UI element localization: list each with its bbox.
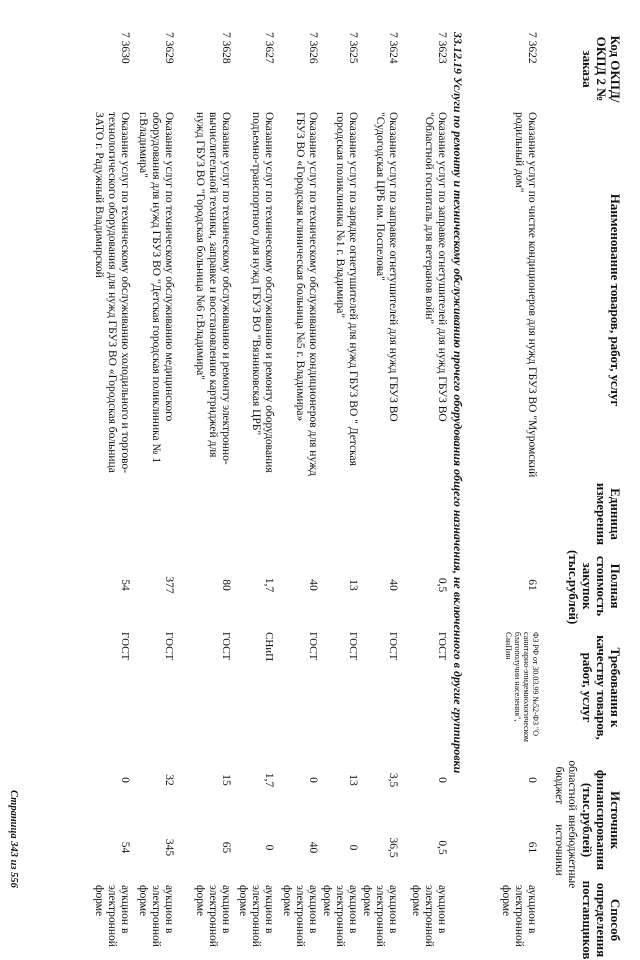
row-method: аукцион в электронной форме	[410, 885, 448, 947]
row-method: аукцион в электронной форме	[361, 885, 399, 947]
row-regional: 15	[220, 774, 232, 786]
row-extra: 54	[119, 841, 131, 854]
row-method: аукцион в электронной форме	[281, 885, 319, 947]
row-regional: 3,5	[387, 772, 399, 788]
row-requirements: ГОСТ	[347, 632, 359, 661]
header-method: Способ определения поставщиков	[580, 880, 623, 960]
row-extra: 0	[263, 844, 275, 851]
row-method: аукцион в электронной форме	[321, 885, 359, 947]
row-name: Оказание услуг по заправке огнетушителей для нужд ГБУЗ ВО "Судогодская ЦРБ им. Поспелова"	[374, 112, 399, 422]
header-requirements: Требования к качеству товаров, работ, услуг	[580, 635, 623, 740]
row-code: 7 3630	[119, 32, 131, 64]
row-regional: 0	[436, 777, 448, 783]
row-regional: 32	[163, 774, 175, 786]
row-method: аукцион в электронной форме	[500, 885, 538, 947]
row-extra: 0,5	[436, 840, 448, 855]
row-cost: 54	[119, 579, 131, 591]
row-regional: 1,7	[263, 772, 275, 788]
row-name: Оказание услуг по техническому обслуживанию медицинского оборудования для нужд ГБУЗ ВО "Детская городская поликлиника № 1 г.Владимира"	[137, 112, 175, 464]
row-cost: 13	[347, 579, 359, 591]
row-regional: 0	[526, 777, 538, 783]
row-code: 7 3625	[347, 32, 359, 64]
page-number: Страница 343 из 556	[8, 790, 19, 888]
row-regional: 0	[119, 777, 131, 783]
row-code: 7 3622	[526, 32, 538, 64]
header-name: Наименование товаров, работ, услуг	[608, 193, 623, 407]
row-extra: 0	[347, 844, 359, 851]
row-code: 7 3626	[307, 32, 319, 64]
row-requirements: ГОСТ	[163, 632, 175, 661]
header-code: Код ОКПД/ ОКПД 2 № заказа	[580, 35, 623, 103]
row-code: 7 3628	[220, 32, 232, 64]
row-cost: 377	[163, 576, 175, 594]
row-name: Оказание услуг по техническому обслуживанию и ремонту электронно-вычислительной техники, заправке и восстановлению картриджей для нужд ГБУЗ ВО "Городская больница №6 г.Владимира"	[194, 112, 232, 465]
row-cost: 61	[526, 579, 538, 591]
row-code: 7 3624	[387, 32, 399, 64]
row-method: аукцион в электронной форме	[237, 885, 275, 947]
row-method: аукцион в электронной форме	[194, 885, 232, 947]
row-regional: 13	[347, 774, 359, 786]
row-requirements: ГОСТ	[220, 632, 232, 661]
row-name: Оказание услуг по техническому обслуживанию и ремонту оборудования подъемно-транспортного для нужд ГБУЗ ВО "Вязниковская ЦРБ"	[250, 112, 275, 473]
row-requirements: ГОСТ	[119, 632, 131, 661]
row-requirements: ГОСТ	[436, 632, 448, 661]
row-regional: 0	[307, 777, 319, 783]
header-financing: Источник финансирования (тыс.рублей)	[580, 769, 623, 871]
row-name: Оказание услуг по зарядке огнетушителей для нужд ГБУЗ ВО " Детская городская поликлиника №1 г. Владимира"	[334, 112, 359, 466]
row-cost: 40	[387, 579, 399, 591]
row-cost: 0,5	[436, 577, 448, 593]
header-unit: Единица измерения	[594, 482, 623, 546]
header-financing-regional: областной бюджет	[553, 760, 578, 811]
row-method: аукцион в электронной форме	[137, 885, 175, 947]
row-name: Оказание услуг по техническому обслуживанию холодильного и торгово-технологического оборудования для нужд ГБУЗ ВО «Городская больница ЗАТО г. Радужный Владимирской	[93, 112, 131, 474]
row-extra: 65	[220, 841, 232, 854]
row-requirements: ФЗ РФ от 30.03.99 №52-ФЗ "О санитарно-эпидемиологическом благополучии населения", СанПин	[504, 632, 540, 742]
row-name: Оказание услуг по чистке кондиционеров для нужд ГБУЗ ВО "Муромский родильный дом"	[513, 112, 538, 478]
row-name: Оказание услуг по заправке огнетушителей для нужд ГБУЗ ВО "Областной госпиталь для ветеранов войн"	[423, 112, 448, 422]
row-requirements: ГОСТ	[387, 632, 399, 661]
row-name: Оказание услуг по техническому обслуживанию кондиционеров для нужд ГБУЗ ВО «Городская клиническая больница №5 г. Владимира»	[294, 112, 319, 476]
row-code: 7 3627	[263, 32, 275, 64]
section-title: 33.12.19 Услуги по ремонту и техническому обслуживанию прочего оборудования общего назначения, не включенного в другие группировки	[451, 32, 465, 774]
row-cost: 1,7	[263, 577, 275, 593]
row-method: аукцион в электронной форме	[93, 885, 131, 947]
row-code: 7 3629	[163, 32, 175, 64]
row-cost: 40	[307, 579, 319, 591]
row-extra: 36,5	[387, 837, 399, 858]
row-code: 7 3623	[436, 32, 448, 64]
row-requirements: ГОСТ	[307, 632, 319, 661]
row-extra: 40	[307, 841, 319, 854]
row-extra: 345	[163, 838, 175, 857]
row-requirements: СНиП	[263, 632, 275, 662]
row-cost: 80	[220, 579, 232, 591]
header-financing-extra: внебюджетные источники	[553, 815, 578, 889]
header-cost: Полная стоимость закупок (тыс.рублей)	[566, 550, 623, 625]
row-extra: 61	[526, 841, 538, 854]
